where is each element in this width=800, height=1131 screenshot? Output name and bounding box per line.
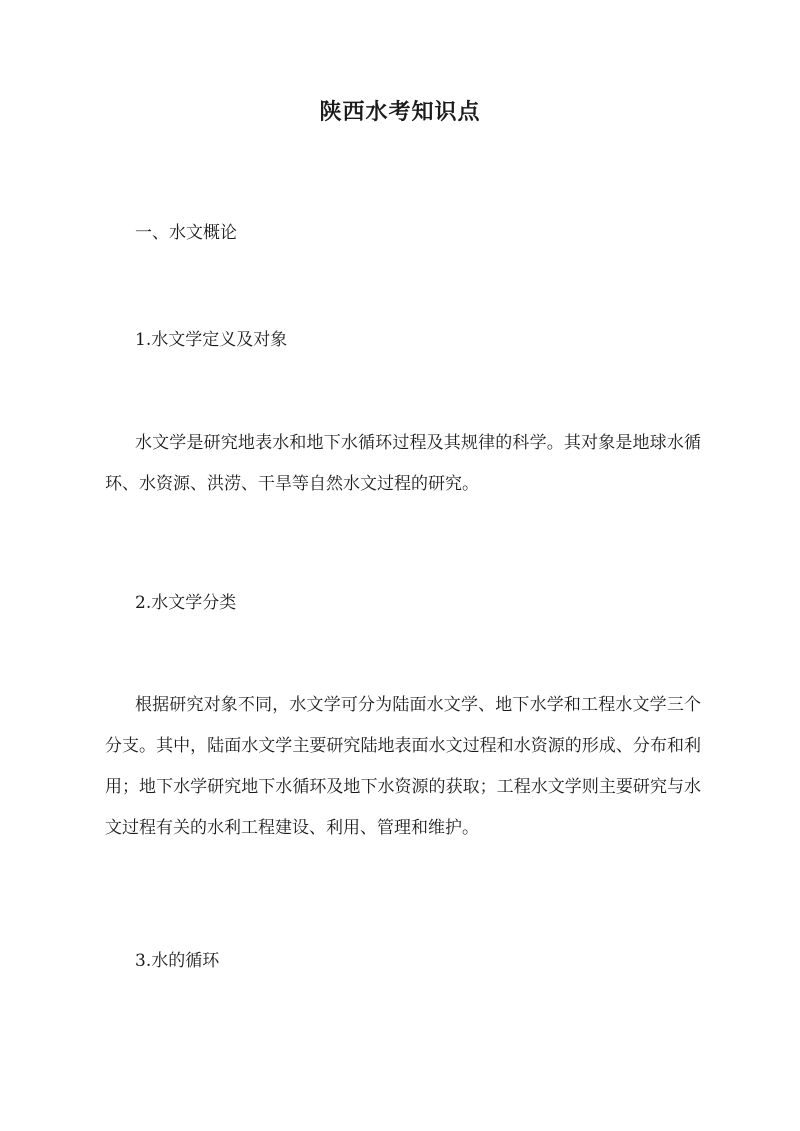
subheading-definition: 1.水文学定义及对象 xyxy=(135,330,288,350)
subheading-classification: 2.水文学分类 xyxy=(135,593,237,613)
subheading-water-cycle: 3.水的循环 xyxy=(135,951,220,971)
paragraph-definition: 水文学是研究地表水和地下水循环过程及其规律的科学。其对象是地球水循环、水资源、洪涝、干旱等自然水文过程的研究。 xyxy=(105,433,701,494)
document-title: 陕西水考知识点 xyxy=(319,99,481,125)
paragraph-classification: 根据研究对象不同，水文学可分为陆面水文学、地下水学和工程水文学三个分支。其中，陆面水文学主要研究陆地表面水文过程和水资源的形成、分布和利用；地下水学研究地下水循环及地下水资源的获取；工程水文学则主要研究与水文过程有关的水利工程建设、利用、管理和维护。 xyxy=(105,695,701,838)
section-heading-hydrology-intro: 一、水文概论 xyxy=(135,223,237,243)
